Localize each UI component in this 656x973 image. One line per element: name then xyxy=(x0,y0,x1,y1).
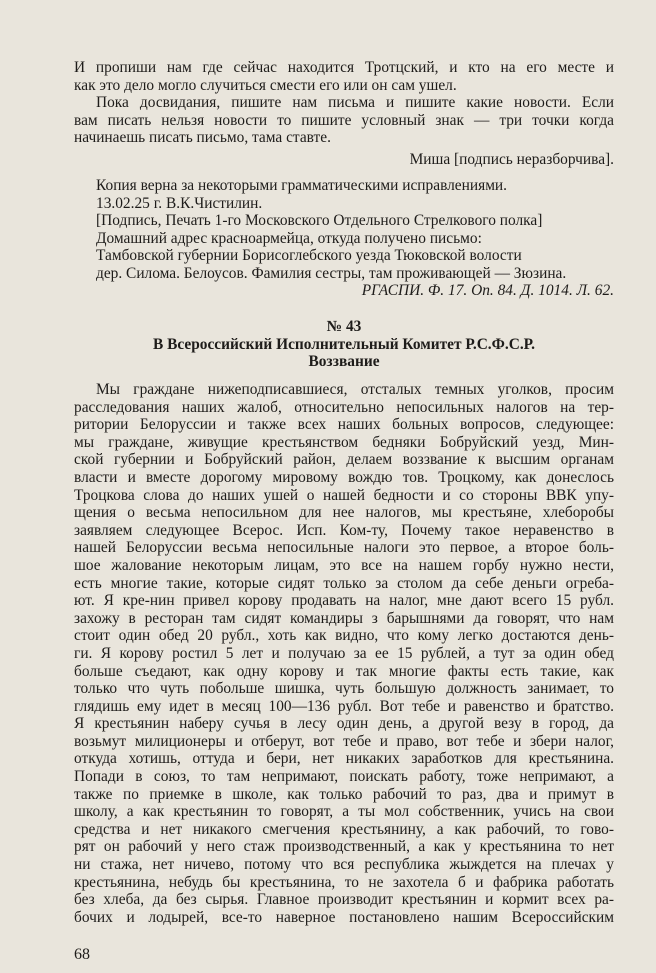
body-line: крестьянина, небудь бы крестьянина, то не захотела б и фабрика работать xyxy=(74,873,614,891)
body-line: шое жалование некоторым лицам, это все на нашем горбу нужно нести, xyxy=(74,556,614,574)
body-line: возьмут милиционеры и отберут, вот тебе и право, вот тебе и збери налог, xyxy=(74,732,614,750)
body-line: есть многие такие, которые сидят только за столом да себе деньги огреба- xyxy=(74,574,614,592)
body-line: также по приемке в школе, как только рабочий то раз, два и примут в xyxy=(74,785,614,803)
body-line: рят он рабочий у него стаж производственный, а как у крестьянина то нет xyxy=(74,838,614,856)
body-line: ритории Белоруссии и также всех наших больных вопросов, следующее: xyxy=(74,416,614,434)
body-line: только что чуть побольше шишка, чуть большую должность занимает, то xyxy=(74,680,614,698)
note-line: 13.02.25 г. В.К.Чистилин. xyxy=(96,194,263,212)
body-line: больше съедают, как одну корову и так многие факты есть такие, как xyxy=(74,662,614,680)
body-line: средства и нет никакого смегчения крестьянину, а как рабочий, то гово- xyxy=(74,820,614,838)
body-line: расследования наших жалоб, относительно непосильных налогов на тер- xyxy=(74,398,614,416)
text-line: как это дело могло случиться смести его или он сам ушел. xyxy=(74,76,457,94)
body-line: захожу в ресторан там сидят командиры з барышнями да говорят, что нам xyxy=(74,609,614,627)
archive-reference-block xyxy=(74,282,614,300)
signature-block xyxy=(74,151,614,169)
body-line: школу, а как крестьянин то говорят, а ты мол собственник, учись на свои xyxy=(74,803,614,821)
body-line: Троцкова слова до наших ушей о нашей бедности и со стороны ВВК упу- xyxy=(74,486,614,504)
text-line: начинаешь писать письмо, тама ставте. xyxy=(74,129,331,147)
body-line: заявляем следующее Всерос. Исп. Ком-ту, Почему такое неравенство в xyxy=(74,521,614,539)
body-line: щения о весьма непосильном для нее налогов, мы крестьяне, хлеборобы xyxy=(74,504,614,522)
note-line: Тамбовской губернии Борисоглебского уезда Тюковской волости xyxy=(96,247,522,265)
body-line: власти и вместе дорогому мировому вождю тов. Троцкому, как донеслось xyxy=(74,468,614,486)
archive-reference: РГАСПИ. Ф. 17. Оп. 84. Д. 1014. Л. 62. xyxy=(361,282,614,299)
letter-ending xyxy=(74,59,614,147)
note-line: Домашний адрес красноармейца, откуда получено письмо: xyxy=(96,229,482,247)
body-line: ни стажа, нет ничево, потому что вся республика жыждется на плечах у xyxy=(74,856,614,874)
text-line: И пропиши нам где сейчас находится Тротцский, и кто на его месте и xyxy=(74,59,614,76)
appeal-body xyxy=(74,381,614,926)
copy-note xyxy=(96,177,614,283)
text-line: Пока досвидания, пишите нам письма и пишите какие новости. Если xyxy=(96,94,614,112)
body-line: нашей Белоруссии весьма непосильные налоги это первое, а второе боль- xyxy=(74,539,614,557)
document-number: № 43 xyxy=(326,318,362,335)
body-line: Мы граждане нижеподписавшиеся, отсталых темных уголков, просим xyxy=(96,381,614,398)
body-line: откуда хотишь, оттуда и бери, нет никаких заработков для крестьянина. xyxy=(74,750,614,768)
document-heading xyxy=(74,318,614,371)
body-line: глядишь ему идет в месяц 100—136 рубл. Вот тебе и равенство и братство. xyxy=(74,697,614,715)
document-title: В Всероссийский Исполнительный Комитет Р.С.Ф.С.Р. xyxy=(152,335,536,353)
body-line: ют. Я кре-нин привел корову продавать на налог, мне дают всего 15 рубл. xyxy=(74,592,614,610)
text-line: вам писать нельзя новости то пишите условный знак — три точки когда xyxy=(74,111,614,129)
body-line: без хлеба, да без сырья. Главное производит крестьянин и кормит всех ра- xyxy=(74,891,614,909)
signature: Миша [подпись неразборчива]. xyxy=(409,151,614,168)
body-line: Я крестьянин наберу сучья в лесу один день, а другой везу в город, да xyxy=(74,715,614,733)
note-line: Копия верна за некоторыми грамматическими исправлениями. xyxy=(96,177,508,194)
document-subtitle: Воззвание xyxy=(308,353,380,371)
body-line: мы граждане, живущие крестьянством бедняки Бобруйский уезд, Мин- xyxy=(74,433,614,451)
page-number: 68 xyxy=(74,946,90,963)
note-line: [Подпись, Печать 1-го Московского Отдельного Стрелкового полка] xyxy=(96,212,543,230)
body-line: ской губернии и Бобруйский район, делаем воззвание к высшим органам xyxy=(74,451,614,469)
body-line: ги. Я корову ростил 5 лет и получаю за ее 15 рублей, а тут за один обед xyxy=(74,644,614,662)
body-line: стоит один обед 20 рубл., хоть как видно, что кому легко достаются день- xyxy=(74,627,614,645)
body-line: бочих и лодырей, все-то наверное постановлено нашим Всероссийским xyxy=(74,908,614,926)
body-line: Попади в союз, то там непримают, поискать работу, тоже непримают, а xyxy=(74,768,614,786)
note-line: дер. Силома. Белоусов. Фамилия сестры, там проживающей — Зюзина. xyxy=(96,264,567,282)
